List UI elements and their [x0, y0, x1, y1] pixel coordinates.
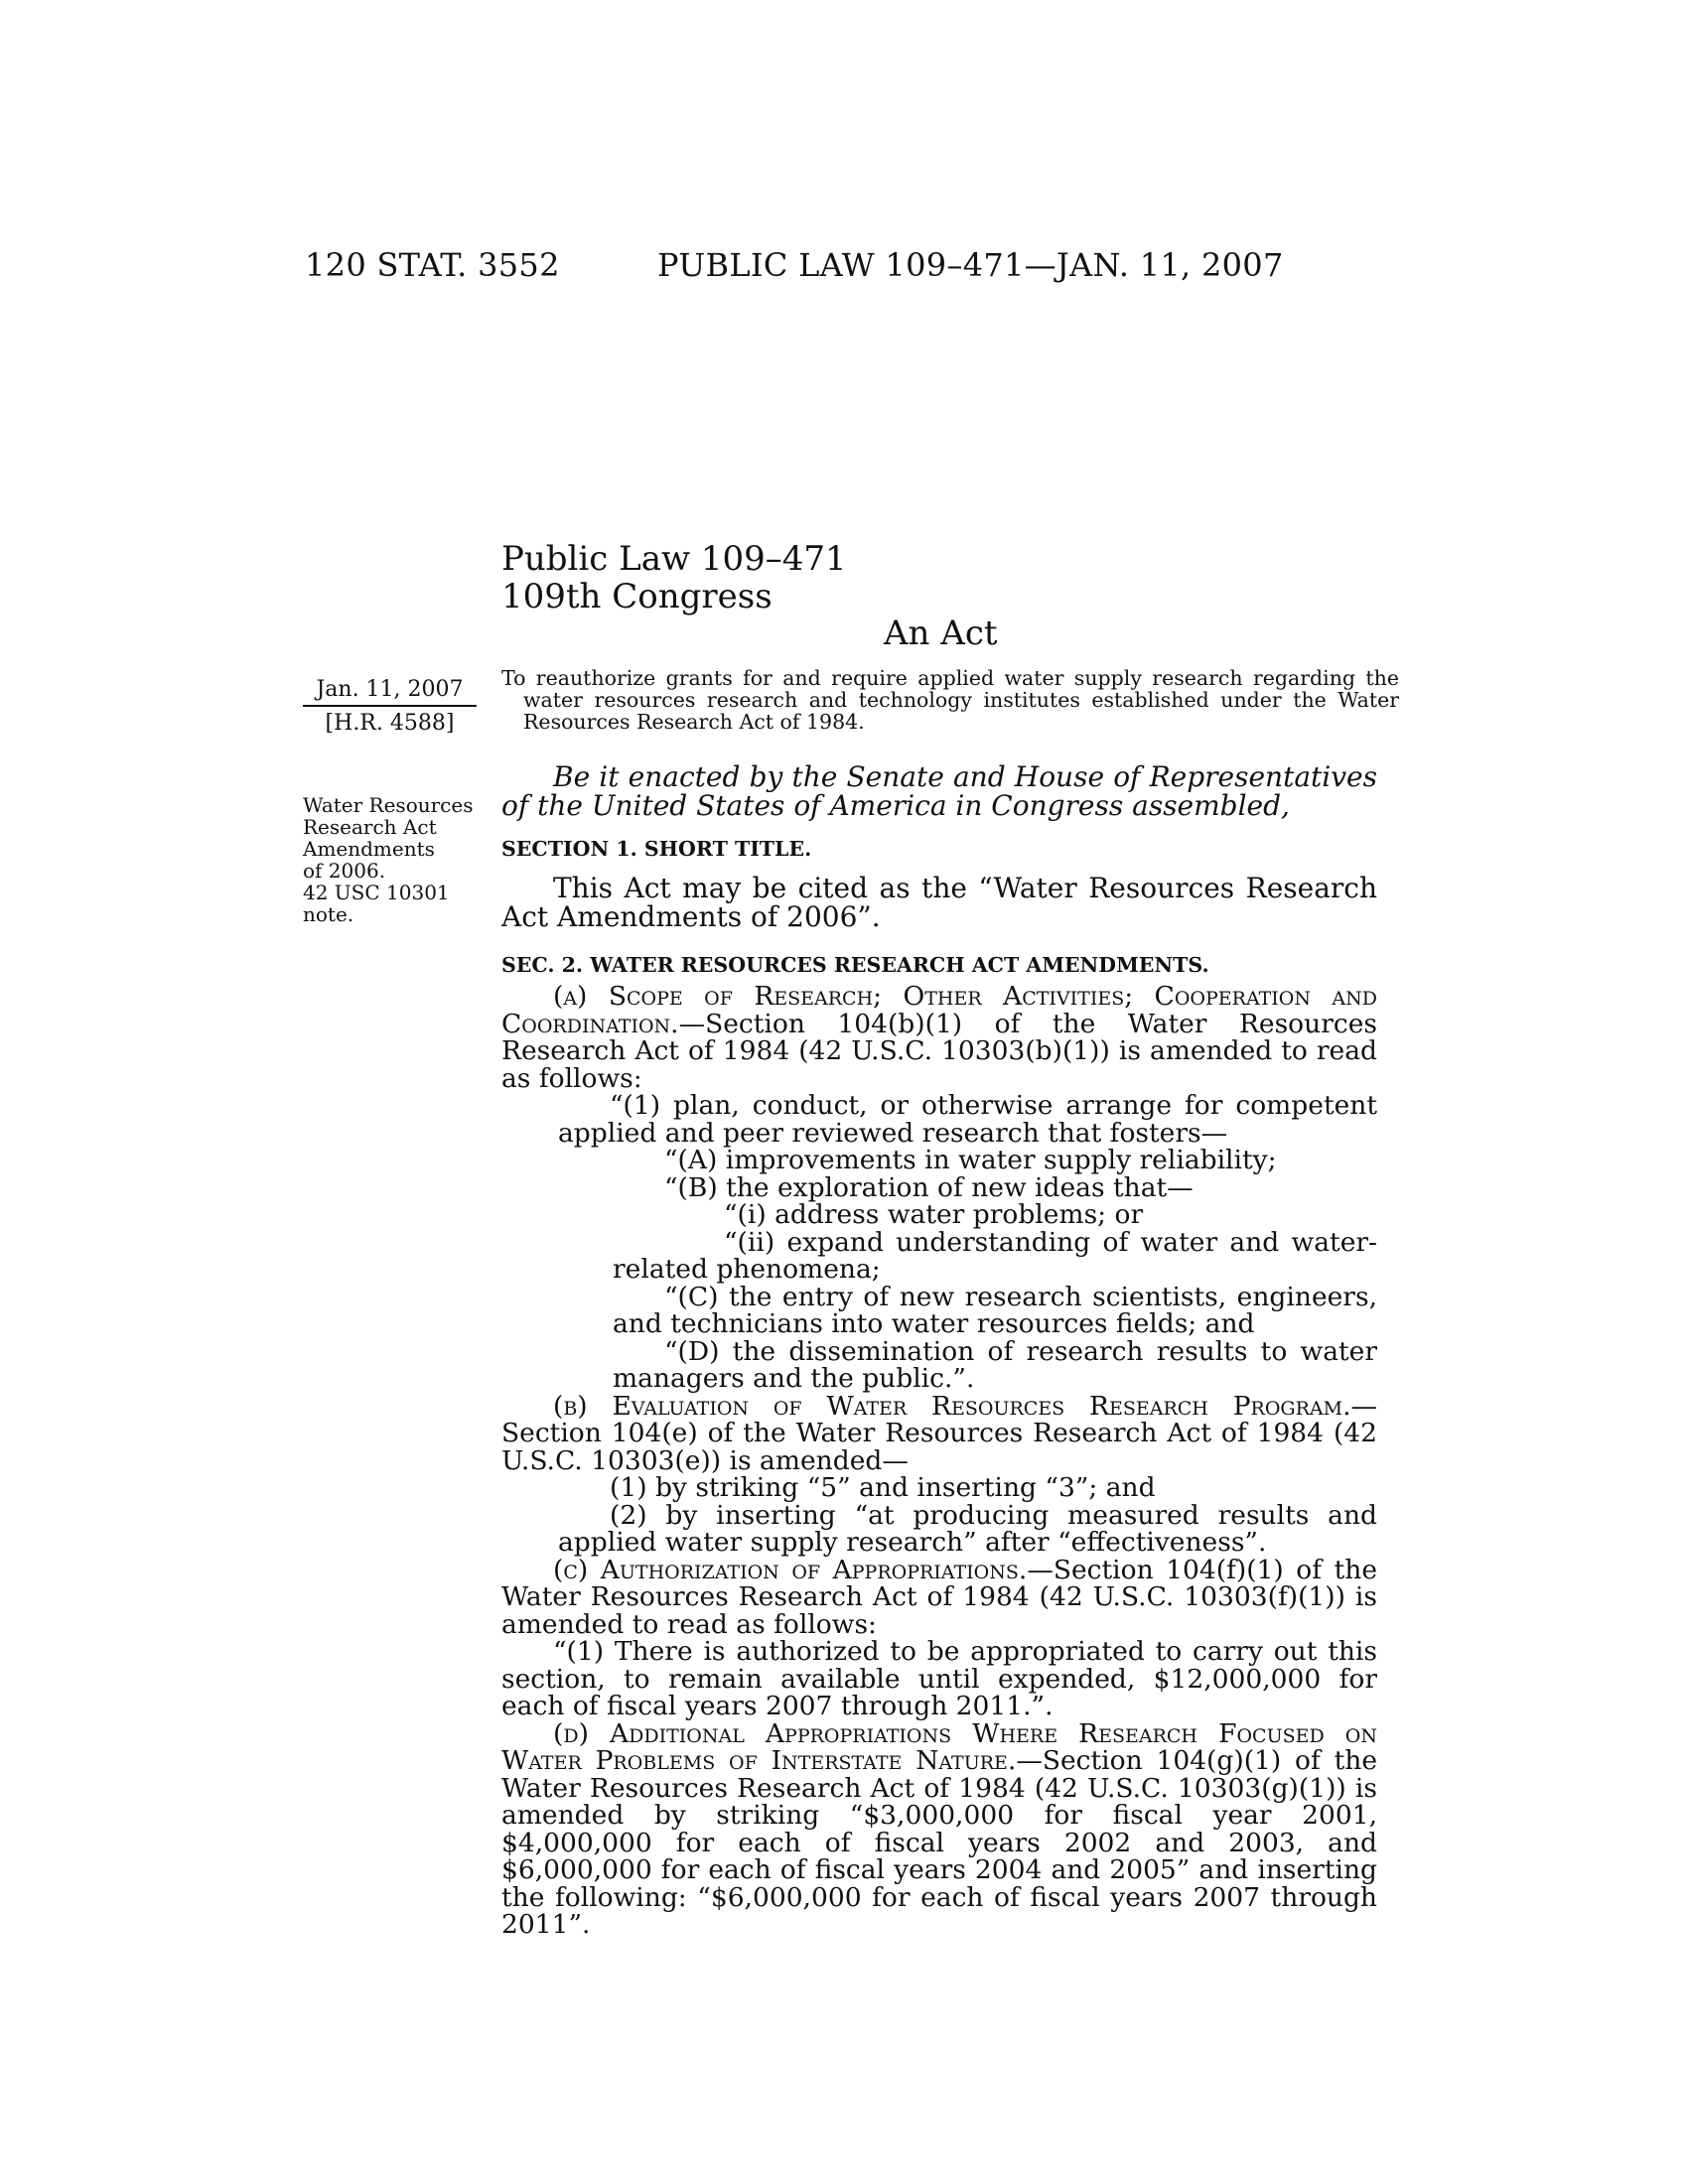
subparagraph-a-1-A: “(A) improvements in water supply reliability; — [664, 1145, 1277, 1175]
subsection-c-caption: (c) Authorization of Appropriations. — [553, 1554, 1028, 1585]
date-sidenote — [303, 679, 477, 735]
law-number: Public Law 109–471 — [501, 539, 847, 579]
paragraph-c-1: “(1) There is authorized to be appropriated to carry out this section, to remain available until expended, $12,000,000 for each of fiscal years 2007 through 2011.”. — [501, 1636, 1377, 1721]
paragraph-b-1: (1) by striking “5” and inserting “3”; and — [610, 1472, 1156, 1503]
topic-line: Amendments — [303, 837, 435, 861]
section2-body — [501, 983, 1377, 1939]
topic-line: Water Resources — [303, 793, 474, 817]
congress-number: 109th Congress — [501, 577, 773, 616]
paragraph-b-2: (2) by inserting “at producing measured results and applied water supply research” after “effectiveness”. — [558, 1499, 1377, 1558]
subsection-d-caption: (d) Additional Appropriations Where Research Focused on Water Problems of Interstate Nature. — [501, 1717, 1377, 1776]
topic-line: of 2006. — [303, 859, 386, 883]
subsection-b-caption: (b) Evaluation of Water Resources Research Program. — [553, 1390, 1351, 1422]
section1-text: This Act may be cited as the “Water Resources Research Act Amendments of 2006”. — [501, 872, 1377, 933]
subsection-b-text: —Section 104(e) of the Water Resources Research Act of 1984 (42 U.S.C. 10303(e)) is amended— — [501, 1390, 1377, 1476]
paragraph-a-1: “(1) plan, conduct, or otherwise arrange for competent applied and peer reviewed research that fosters— — [558, 1090, 1377, 1149]
subparagraph-a-1-D: “(D) the dissemination of research results to water managers and the public.”. — [613, 1335, 1377, 1394]
topic-line: note. — [303, 902, 354, 926]
subsection-b — [501, 1390, 1377, 1476]
subsection-d-text: —Section 104(g)(1) of the Water Resources Research Act of 1984 (42 U.S.C. 10303(g)(1)) is amended by striking “$3,000,000 for fiscal year 2001, $4,000,000 for each of fiscal years 2002 and 2003, and $6,000,000 for each of fiscal years 2004 and 2005” and inserting the following: “$6,000,000 for each of fiscal years 2007 through 2011”. — [501, 1745, 1377, 1940]
topic-sidenote — [303, 794, 477, 925]
section1-heading: SECTION 1. SHORT TITLE. — [501, 837, 812, 861]
clause-a-1-B-ii: “(ii) expand understanding of water and water-related phenomena; — [613, 1226, 1377, 1285]
topic-line: Research Act — [303, 815, 437, 839]
enacting-clause: Be it enacted by the Senate and House of Representatives of the United States of America in Congress assembled, — [501, 760, 1377, 822]
running-title: PUBLIC LAW 109–471—JAN. 11, 2007 — [657, 246, 1284, 284]
act-heading: An Act — [884, 614, 998, 653]
subsection-c — [501, 1554, 1377, 1640]
stat-page-number: 120 STAT. 3552 — [305, 246, 560, 284]
section2-heading: SEC. 2. WATER RESOURCES RESEARCH ACT AMENDMENTS. — [501, 953, 1209, 977]
enactment-date: Jan. 11, 2007 — [303, 679, 477, 707]
subsection-a-text: —Section 104(b)(1) of the Water Resources Research Act of 1984 (42 U.S.C. 10303(b)(1)) is amended to read as follows: — [501, 1008, 1377, 1094]
law-title — [501, 540, 847, 615]
topic-line: 42 USC 10301 — [303, 881, 450, 904]
purpose-clause: To reauthorize grants for and require applied water supply research regarding the water resources research and technology institutes established under the Water Resources Research Act of 1984. — [501, 666, 1399, 734]
bill-number: [H.R. 4588] — [325, 711, 455, 736]
subsection-c-text: —Section 104(f)(1) of the Water Resources Research Act of 1984 (42 U.S.C. 10303(f)(1)) is amended to read as follows: — [501, 1554, 1377, 1640]
subsection-a — [501, 983, 1377, 1092]
subsection-d — [501, 1717, 1377, 1940]
subsection-a-caption: (a) Scope of Research; Other Activities; Cooperation and Coordination. — [501, 981, 1377, 1039]
subparagraph-a-1-B: “(B) the exploration of new ideas that— — [664, 1171, 1194, 1203]
clause-a-1-B-i: “(i) address water problems; or — [724, 1199, 1144, 1230]
subparagraph-a-1-C: “(C) the entry of new research scientists, engineers, and technicians into water resources fields; and — [613, 1281, 1377, 1339]
